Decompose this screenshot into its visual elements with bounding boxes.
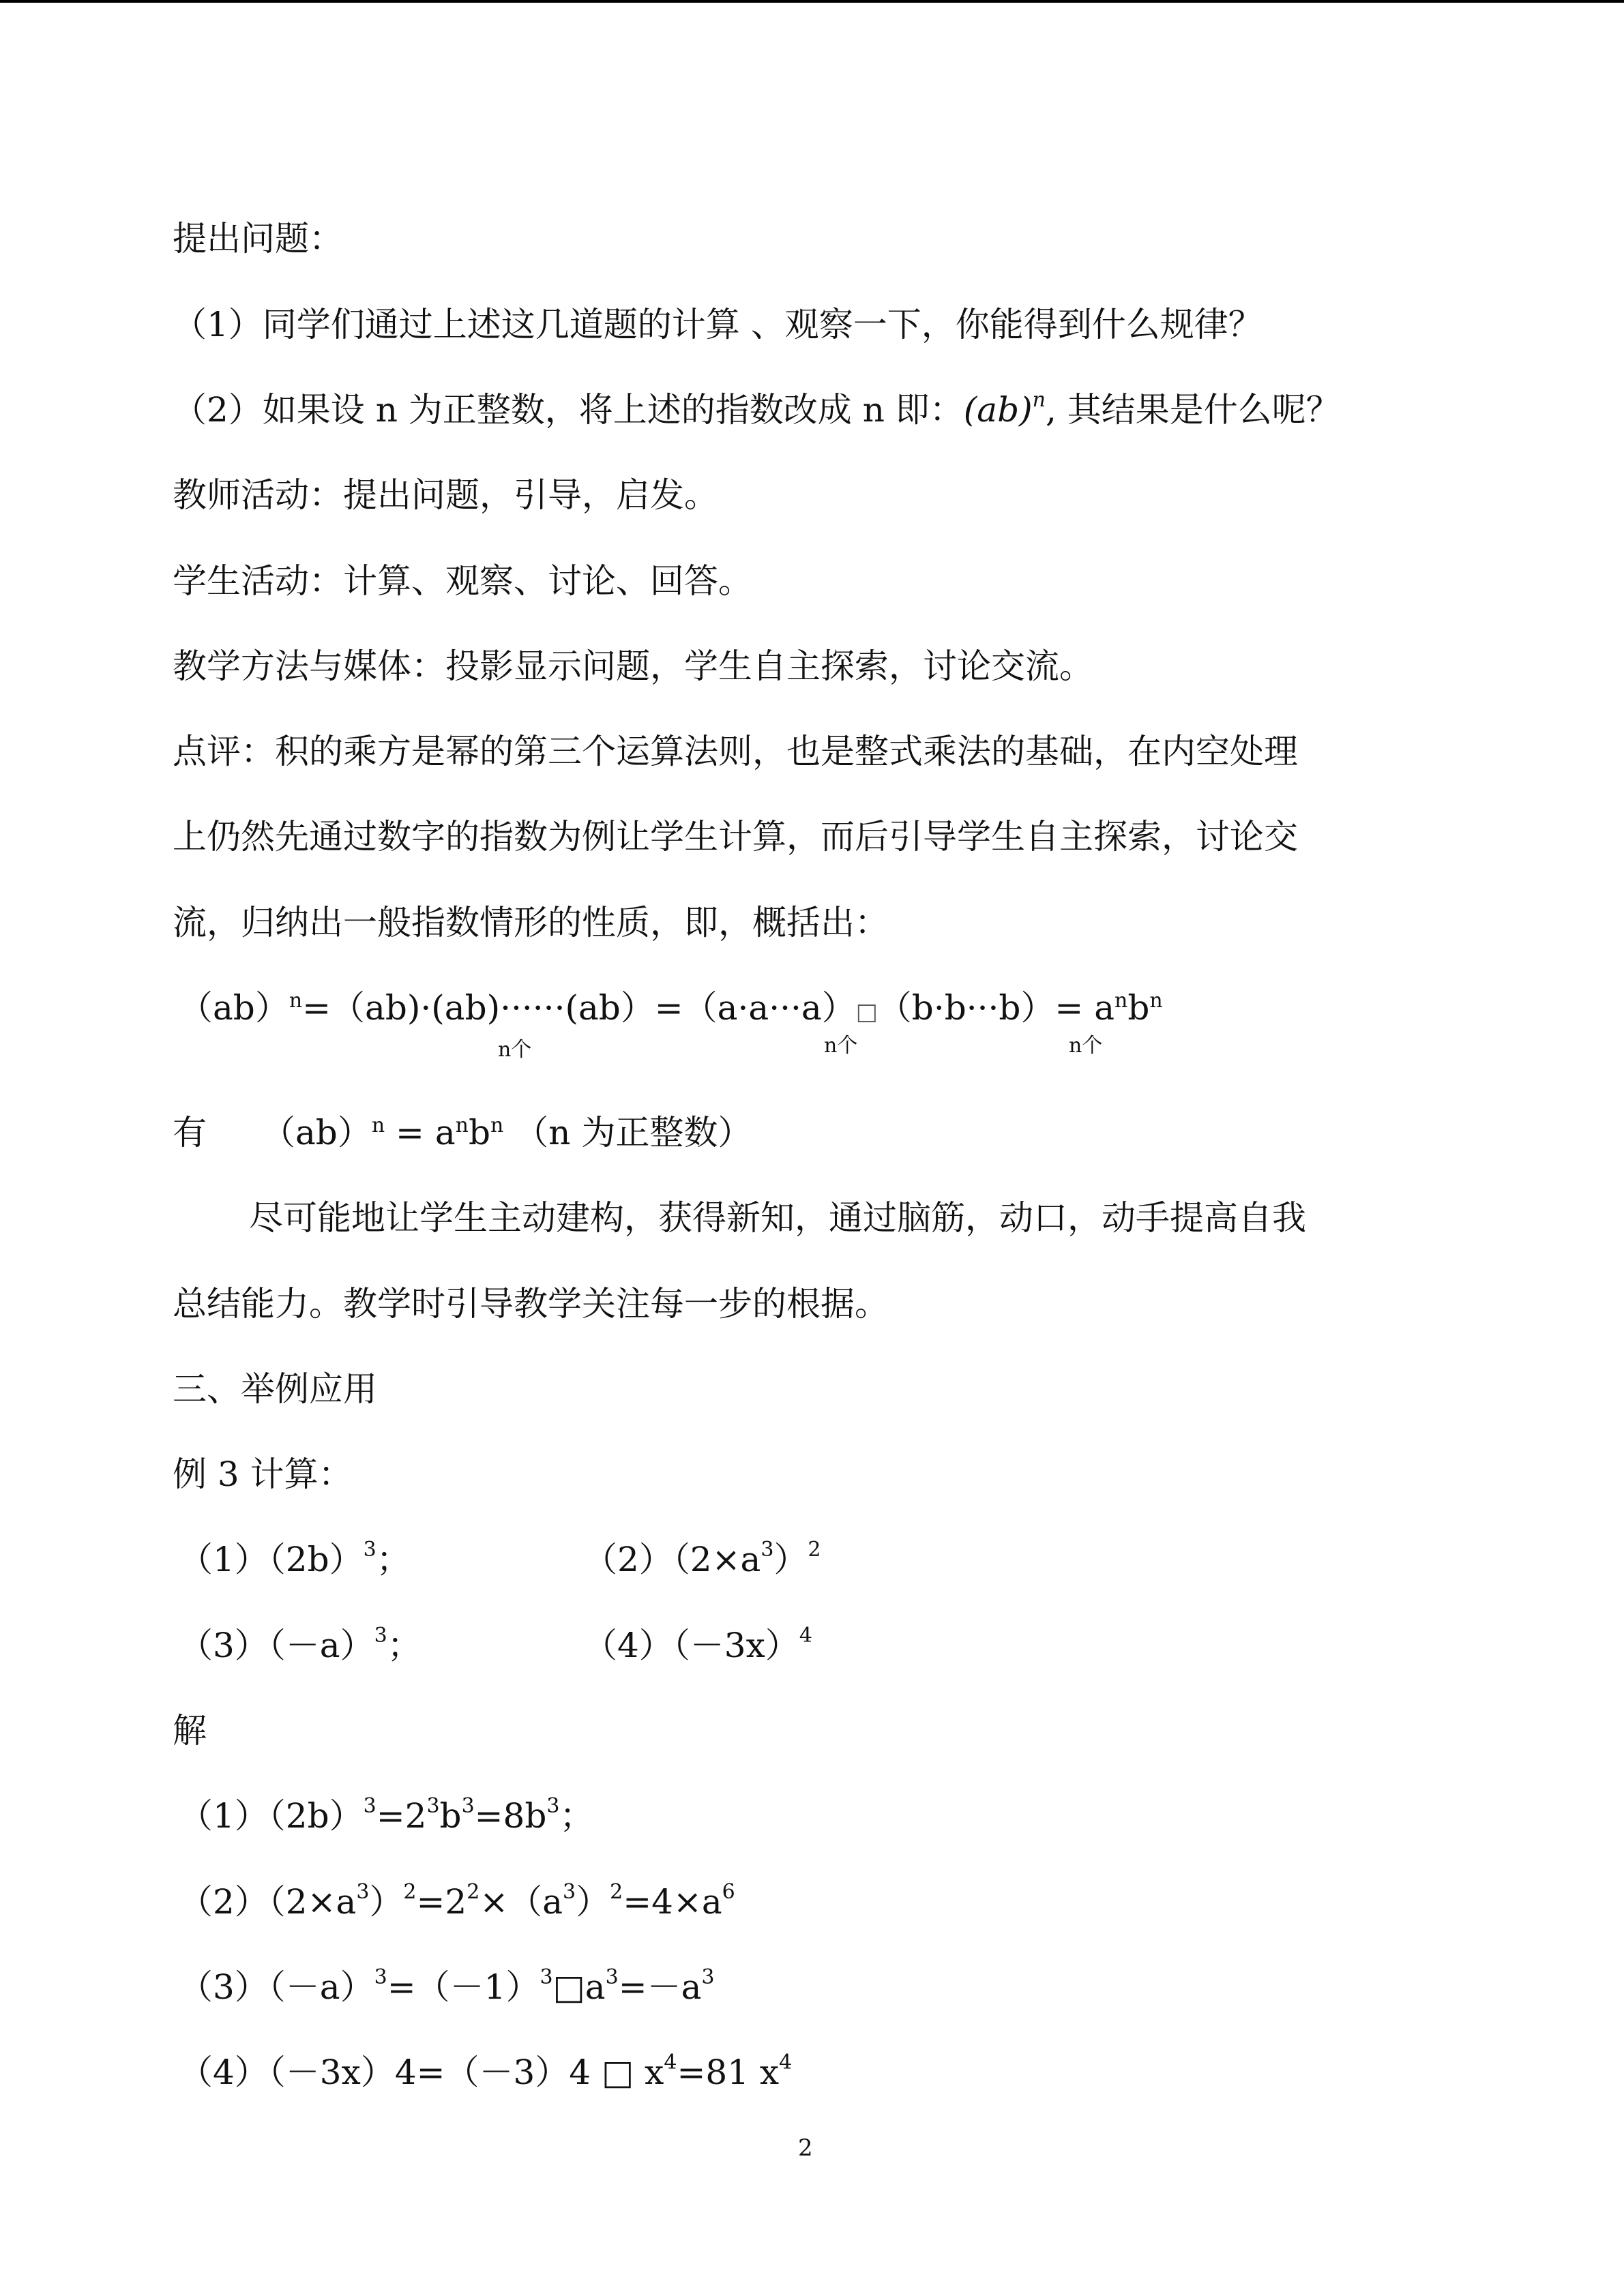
- sol3-t4: □a: [552, 1967, 606, 2007]
- teacher-activity: 教师活动：提出问题，引导，启发。: [173, 475, 718, 515]
- derivation-box: □: [855, 998, 878, 1026]
- rule-b-exp: n: [490, 1114, 504, 1137]
- problem-4-exp: 4: [799, 1624, 812, 1648]
- problem-2: [583, 1539, 821, 1585]
- section-heading-3: 三、举例应用: [173, 1369, 377, 1409]
- problem-3-end: ；: [387, 1626, 422, 1665]
- sol3-e5: 3: [605, 1965, 619, 1989]
- sol2-e1: 3: [356, 1880, 370, 1904]
- problem-4-text: （4）（－3x）: [583, 1626, 799, 1665]
- problem-4: [583, 1625, 812, 1671]
- rule-you: 有: [173, 1113, 207, 1152]
- under-label-3: n个: [1069, 1034, 1103, 1058]
- under-label-1: n个: [498, 1038, 532, 1062]
- question-2: [173, 389, 1340, 436]
- solution-2: [179, 1881, 735, 1928]
- comment-line-3: 流，归纳出一般指数情形的性质，即，概括出：: [173, 903, 889, 942]
- sol2-e9: 2: [610, 1880, 623, 1904]
- sol1-t4: b: [439, 1796, 462, 1836]
- derivation-part-3: （b·b···b）= a: [877, 988, 1115, 1028]
- derivation-part-4-exp: n: [1149, 989, 1163, 1013]
- problem-3-exp: 3: [374, 1624, 387, 1648]
- sol3-e3: 3: [540, 1965, 553, 1989]
- question-2-after: , 其结果是什么呢？: [1045, 390, 1340, 430]
- sol2-e11: 6: [722, 1880, 735, 1904]
- sol1-t6: =8b: [474, 1796, 547, 1836]
- rule-note: （n 为正整数）: [503, 1113, 752, 1152]
- sol2-t4: =2: [416, 1882, 467, 1922]
- derivation-part-3-exp: n: [1114, 989, 1128, 1013]
- comment-line-1: 点评：积的乘方是幂的第三个运算法则，也是整式乘法的基础，在内空处理: [173, 732, 1298, 771]
- sol4-t0: （4）（－3x）4=（－3）4 □ x: [179, 2053, 664, 2092]
- sol2-t10: =4×a: [623, 1882, 722, 1922]
- question-2-before: （2）如果设 n 为正整数，将上述的指数改成 n 即：: [173, 390, 964, 430]
- question-2-expr-exp: n: [1032, 388, 1046, 412]
- solution-1: [179, 1795, 593, 1842]
- derivation-formula: [179, 987, 1163, 1034]
- sol1-t8: ；: [559, 1796, 594, 1836]
- paragraph-line-1: 尽可能地让学生主动建构，获得新知，通过脑筋，动口，动手提高自我: [249, 1198, 1306, 1238]
- page-number: 2: [798, 2134, 813, 2162]
- sol1-t2: =2: [376, 1796, 427, 1836]
- sol3-e7: 3: [701, 1965, 715, 1989]
- sol3-t6: =－a: [618, 1967, 702, 2007]
- student-activity: 学生活动：计算、观察、讨论、回答。: [173, 561, 752, 601]
- sol2-e7: 3: [563, 1880, 576, 1904]
- problem-3-text: （3）（－a）: [179, 1626, 374, 1665]
- derivation-part-1: （ab）: [179, 988, 289, 1028]
- sol1-e5: 3: [461, 1794, 475, 1818]
- problem-1-text: （1）（2b）: [179, 1540, 364, 1579]
- sol4-e1: 4: [664, 2051, 677, 2074]
- question-2-expr: (ab): [963, 390, 1033, 430]
- under-label-2: n个: [824, 1034, 858, 1058]
- solution-label: 解: [173, 1711, 207, 1750]
- rule-line: [173, 1112, 752, 1159]
- sol2-t2: ）: [369, 1882, 404, 1922]
- problem-2-inner-exp: 3: [761, 1538, 774, 1562]
- sol3-t0: （3）（－a）: [179, 1967, 374, 2007]
- sol2-t0: （2）（2×a: [179, 1882, 357, 1922]
- derivation-part-1-exp: n: [289, 989, 303, 1013]
- solution-3: [179, 1967, 715, 2013]
- problem-1-exp: 3: [363, 1538, 377, 1562]
- rule-eq: = a: [385, 1113, 456, 1152]
- sol2-t8: ）: [576, 1882, 610, 1922]
- problem-1-end: ；: [376, 1540, 411, 1579]
- sol2-e3: 2: [403, 1880, 417, 1904]
- question-1: （1）同学们通过上述这几道题的计算 、观察一下，你能得到什么规律？: [173, 305, 1263, 344]
- teaching-method: 教学方法与媒体：投影显示问题，学生自主探索，讨论交流。: [173, 646, 1093, 686]
- solution-4: [179, 2052, 792, 2098]
- example-3-label: 例 3 计算：: [173, 1455, 353, 1494]
- sol1-t0: （1）（2b）: [179, 1796, 364, 1836]
- sol4-e3: 4: [779, 2051, 793, 2074]
- rule-b: b: [468, 1113, 490, 1152]
- top-border: [0, 0, 1624, 3]
- problem-3: [179, 1625, 422, 1671]
- sol1-e3: 3: [426, 1794, 440, 1818]
- problem-2-text: （2）（2×a: [583, 1540, 761, 1579]
- problem-1: [179, 1539, 411, 1585]
- problem-2-close: ）: [773, 1540, 808, 1579]
- sol2-e5: 2: [467, 1880, 480, 1904]
- sol2-t6: ×（a: [479, 1882, 563, 1922]
- derivation-part-4: b: [1127, 988, 1150, 1028]
- derivation-part-2: =（ab)·(ab)······(ab）=（a·a···a）: [302, 988, 856, 1028]
- sol3-t2: =（－1）: [387, 1967, 540, 2007]
- problem-2-exp: 2: [808, 1538, 821, 1562]
- sol1-e1: 3: [363, 1794, 377, 1818]
- raise-question-heading: 提出问题：: [173, 219, 343, 258]
- rule-a-exp: n: [455, 1114, 469, 1137]
- sol1-e7: 3: [546, 1794, 560, 1818]
- paragraph-line-2: 总结能力。教学时引导教学关注每一步的根据。: [173, 1284, 889, 1324]
- comment-line-2: 上仍然先通过数字的指数为例让学生计算，而后引导学生自主探索，讨论交: [173, 817, 1298, 856]
- rule-lhs: （ab）: [261, 1113, 372, 1152]
- sol4-t2: =81 x: [677, 2053, 780, 2092]
- sol3-e1: 3: [374, 1965, 387, 1989]
- rule-lhs-exp: n: [371, 1114, 385, 1137]
